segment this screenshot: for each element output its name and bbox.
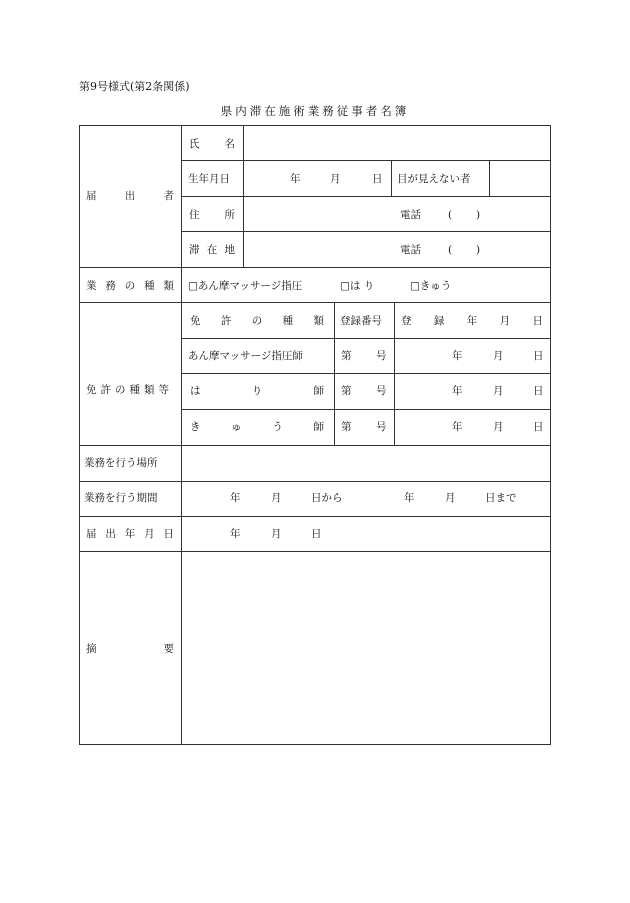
- visually-impaired-label: 目が見えない者: [397, 173, 471, 185]
- visually-impaired-field[interactable]: [490, 162, 550, 196]
- address-phone-label: 電話: [400, 209, 421, 221]
- label-char: 師: [313, 421, 324, 433]
- label-char: 日: [532, 315, 543, 327]
- name-field[interactable]: [242, 126, 550, 160]
- license-label: 免許の種類等: [86, 384, 173, 396]
- table-rule-h: [79, 302, 551, 303]
- label-char: き: [190, 421, 201, 433]
- form-number: 第9号様式(第2条関係): [79, 80, 190, 93]
- birthdate-day-unit: 日: [372, 173, 383, 185]
- label-char: 年: [466, 315, 478, 327]
- license-date-year-3: 年: [452, 421, 463, 433]
- label-char: 類: [163, 280, 174, 292]
- label-char: 住: [189, 209, 200, 221]
- label-char: 滞: [189, 244, 200, 256]
- notifier-label: [86, 190, 174, 202]
- work-period-to-month: 月: [445, 492, 456, 504]
- label-char: 月: [144, 528, 155, 540]
- remarks-label: [86, 643, 174, 655]
- label-char: 録: [433, 315, 445, 327]
- license-date-day-1: 日: [533, 350, 544, 362]
- license-num-suffix-2: 号: [376, 385, 387, 397]
- label-char: の: [251, 315, 263, 327]
- license-col-reg: 登録番号: [340, 315, 382, 327]
- license-col-date: [401, 315, 543, 327]
- label-char: 年: [124, 528, 136, 540]
- label-char: 摘: [86, 643, 97, 655]
- address-phone-paren-close: ): [476, 209, 481, 221]
- stay-phone-label: 電話: [400, 244, 421, 256]
- table-rule-h: [181, 196, 551, 197]
- work-period-to-year: 年: [404, 492, 415, 504]
- label-char: 業: [86, 280, 97, 292]
- license-type-anma: あん摩マッサージ指圧師: [188, 350, 303, 362]
- label-char: の: [124, 280, 136, 292]
- business-type-option-hari[interactable]: □は り: [340, 280, 375, 292]
- table-rule-h: [79, 481, 551, 482]
- name-label: [189, 138, 235, 150]
- table-rule-h: [79, 516, 551, 517]
- label-char: 免: [190, 315, 201, 327]
- label-char: 登: [401, 315, 412, 327]
- stay-phone-paren-open: (: [448, 244, 453, 256]
- table-rule-h: [181, 373, 551, 374]
- address-label: [189, 209, 235, 221]
- table-rule-v: [550, 125, 551, 745]
- license-date-year-2: 年: [452, 385, 463, 397]
- label-char: 者: [163, 190, 174, 202]
- label-char: う: [272, 421, 283, 433]
- work-place-field[interactable]: [182, 447, 550, 481]
- label-char: 種: [282, 315, 294, 327]
- table-rule-v: [394, 302, 395, 446]
- label-char: 許: [220, 315, 232, 327]
- birthdate-year-unit: 年: [290, 173, 301, 185]
- filing-date-day: 日: [311, 528, 322, 540]
- label-char: 名: [224, 138, 235, 150]
- work-period-to-day: 日まで: [485, 492, 517, 504]
- filing-date-month: 月: [271, 528, 282, 540]
- license-num-suffix-3: 号: [376, 421, 387, 433]
- label-char: 氏: [189, 138, 200, 150]
- label-char: 届: [86, 190, 97, 202]
- table-rule-h: [79, 267, 551, 268]
- table-rule-h: [181, 231, 551, 232]
- label-char: 出: [124, 190, 136, 202]
- label-char: 種: [144, 280, 155, 292]
- label-char: 届: [86, 528, 97, 540]
- work-place-label: 業務を行う場所: [84, 457, 158, 469]
- table-rule-v: [334, 302, 335, 446]
- stay-label: [189, 244, 235, 256]
- address-phone-paren-open: (: [448, 209, 453, 221]
- stay-phone-paren-close: ): [476, 244, 481, 256]
- label-char: 在: [206, 244, 218, 256]
- birthdate-label: 生年月日: [188, 173, 230, 185]
- license-type-kyu: [190, 421, 324, 433]
- license-date-day-2: 日: [533, 385, 544, 397]
- license-date-month-1: 月: [493, 350, 504, 362]
- table-rule-h: [79, 744, 551, 745]
- table-rule-h: [79, 445, 551, 446]
- label-char: 要: [163, 643, 174, 655]
- label-char: り: [251, 385, 263, 397]
- filing-date-label: [86, 528, 174, 540]
- filing-date-year: 年: [230, 528, 241, 540]
- license-date-year-1: 年: [452, 350, 463, 362]
- work-period-from-year: 年: [230, 492, 241, 504]
- business-type-option-kyu[interactable]: □きゅう: [410, 280, 452, 292]
- license-date-month-3: 月: [493, 421, 504, 433]
- business-type-option-anma[interactable]: □あん摩マッサージ指圧: [188, 280, 303, 292]
- license-date-month-2: 月: [493, 385, 504, 397]
- license-col-type: [190, 315, 324, 327]
- work-period-from-day: 日から: [311, 492, 343, 504]
- license-type-hari: [190, 385, 324, 397]
- work-period-label: 業務を行う期間: [84, 492, 158, 504]
- form-title: 県内滞在施術業務従事者名簿: [220, 104, 410, 118]
- table-rule-v: [391, 160, 392, 197]
- license-date-day-3: 日: [533, 421, 544, 433]
- label-char: は: [190, 385, 201, 397]
- table-rule-h: [181, 338, 551, 339]
- license-num-prefix-3: 第: [341, 421, 352, 433]
- label-char: ゅ: [231, 421, 242, 433]
- license-num-prefix-2: 第: [341, 385, 352, 397]
- remarks-field[interactable]: [182, 553, 550, 743]
- label-char: 地: [224, 244, 235, 256]
- label-char: 師: [313, 385, 324, 397]
- table-rule-h: [181, 160, 551, 161]
- business-type-label: [86, 280, 174, 292]
- table-rule-v: [79, 125, 80, 745]
- label-char: 類: [313, 315, 324, 327]
- birthdate-month-unit: 月: [330, 173, 341, 185]
- work-period-from-month: 月: [271, 492, 282, 504]
- label-char: 出: [105, 528, 116, 540]
- table-rule-h: [181, 409, 551, 410]
- license-num-suffix-1: 号: [376, 350, 387, 362]
- label-char: 所: [224, 209, 235, 221]
- table-rule-h: [79, 551, 551, 552]
- label-char: 日: [163, 528, 174, 540]
- label-char: 務: [105, 280, 116, 292]
- label-char: 月: [499, 315, 511, 327]
- license-num-prefix-1: 第: [341, 350, 352, 362]
